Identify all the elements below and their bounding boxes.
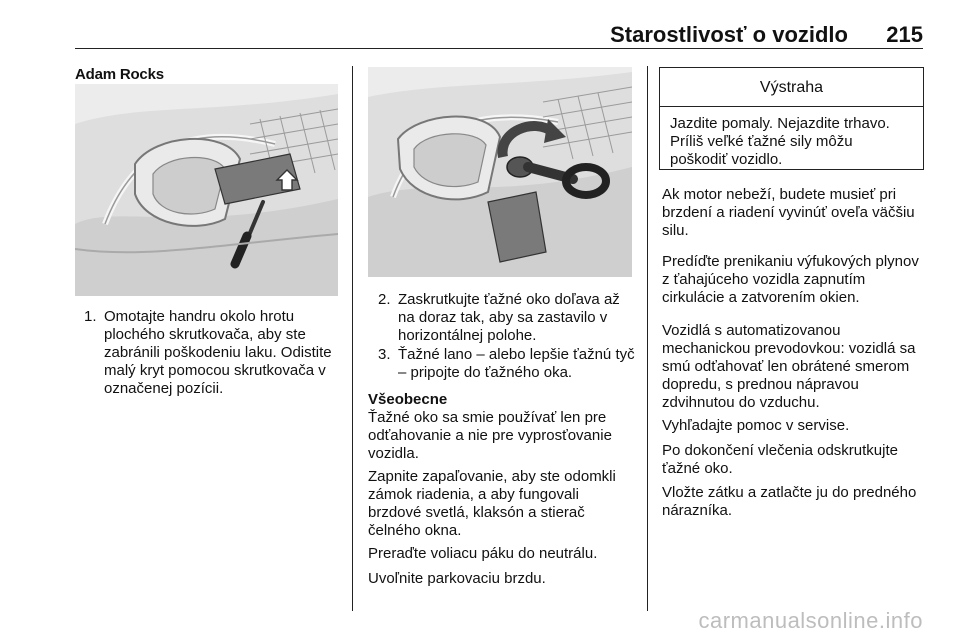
paragraph: Preraďte voliacu páku do neutrálu. (368, 545, 598, 562)
section-heading: Adam Rocks (75, 66, 164, 83)
watermark: carmanualsonline.info (698, 608, 923, 633)
paragraph: Ak motor nebeží, budete musieť pri brzdení a riadení vyvinúť oveľa väčšiu silu. (662, 186, 915, 239)
header-rule (75, 48, 923, 49)
step-text: Ťažné lano – alebo lepšie ťažnú tyč – pripojte do ťažného oka. (398, 346, 635, 381)
step-text: Omotajte handru okolo hrotu plochého skrutkovača, aby ste zabránili poškodeniu laku. Odistite malý kryt pomocou skrutkovača v označenej pozícii. (104, 308, 332, 397)
figure-tow-eye-installation (368, 67, 632, 277)
paragraph: Vyhľadajte pomoc v servise. (662, 417, 850, 434)
general-section (368, 391, 636, 463)
paragraph: Vložte zátku a zatlačte ju do predného nárazníka. (662, 484, 917, 519)
paragraph: Predíďte prenikaniu výfukových plynov z ťahajúceho vozidla zapnutím cirkulácie a zatvorením okien. (662, 253, 919, 306)
column-divider-right (647, 66, 648, 611)
page-number: 215 (886, 22, 923, 47)
step-number: 1. (84, 308, 97, 325)
warning-text: Jazdite pomaly. Nejazdite trhavo. Príliš veľké ťažné sily môžu poškodiť vozidlo. (670, 115, 890, 168)
figure-bumper-cover-removal (75, 84, 338, 296)
paragraph: Vozidlá s automatizovanou mechanickou prevodovkou: vozidlá sa smú odťahovať len obrátené smerom dopredu, s prednou nápravou zdvihnutou do vzduchu. (662, 322, 916, 411)
sub-heading-general: Všeobecne (368, 391, 448, 408)
paragraph: Zapnite zapaľovanie, aby ste odomkli zámok riadenia, a aby fungovali brzdové svetlá, klaksón a stierač čelného okna. (368, 468, 616, 539)
step-text: Zaskrutkujte ťažné oko doľava až na doraz tak, aby sa zastavilo v horizontálnej polohe. (398, 291, 620, 344)
warning-title: Výstraha (660, 68, 923, 107)
paragraph: Ťažné oko sa smie používať len pre odťahovanie a nie pre vyprosťovanie vozidla. (368, 409, 612, 462)
step-number: 3. (378, 346, 391, 363)
page-header-title: Starostlivosť o vozidlo (610, 22, 848, 47)
warning-box (659, 67, 924, 170)
step-number: 2. (378, 291, 391, 308)
paragraph: Uvoľnite parkovaciu brzdu. (368, 570, 546, 587)
paragraph: Po dokončení vlečenia odskrutkujte ťažné oko. (662, 442, 898, 477)
column-divider-left (352, 66, 353, 611)
